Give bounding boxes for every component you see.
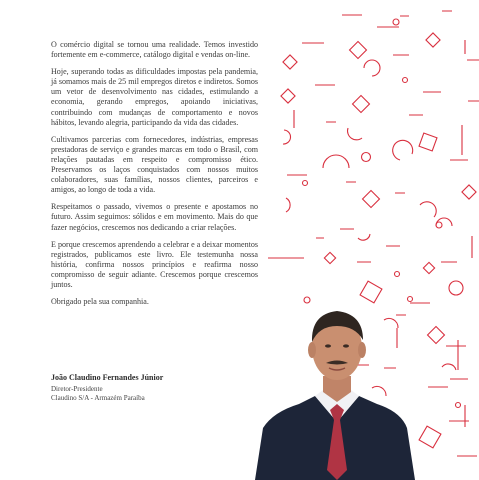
signature-block [51,373,258,402]
letter-paragraph: E porque crescemos aprendendo a celebrar e a deixar momentos registrados, publicamos este livro. Ele testemunha nossa história, confirma nossos princípios e reafirma nosso compromisso de seguir adiante. Crescemos porque crescemos juntos. [51,239,258,289]
signer-name: João Claudino Fernandes Júnior [51,373,164,382]
letter-paragraph: Respeitamos o passado, vivemos o presente e apostamos no futuro. Assim seguimos: sólidos e em movimento. Mais do que fazer negócios, crescemos nos dedicando a criar relações. [51,202,258,232]
signer-company: Claudino S/A - Armazém Paraíba [51,393,145,402]
letter-paragraph: Hoje, superando todas as dificuldades impostas pela pandemia, já somamos mais de 25 mil empregos diretos e indiretos. Somos um vetor de desenvolvimento nas cidades, estimulando a economia, gerando empregos, apoiando iniciativas, contribuindo com mudanças de comportamento e novos hábitos, levando alegria, participando da vida das cidades. [51,67,258,127]
letter-paragraph: Cultivamos parcerias com fornecedores, indústrias, empresas prestadoras de serviço e grandes marcas em todo o Brasil, com relações pautadas em respeito e compromisso ético. Preservamos os laços conquistados com nossos muitos colaboradores, suas famílias, nossos clientes, parceiros e amigos, ao longo de toda a vida. [51,134,258,195]
letter-paragraph: O comércio digital se tornou uma realidade. Temos investido fortemente em e-commerce, catálogo digital e vendas on-line. [51,40,258,60]
letter-paragraph: Obrigado pela sua companhia. [51,297,149,307]
letter-body [51,40,258,314]
signer-role: Diretor-Presidente [51,385,103,393]
executive-portrait-photo [255,300,415,480]
